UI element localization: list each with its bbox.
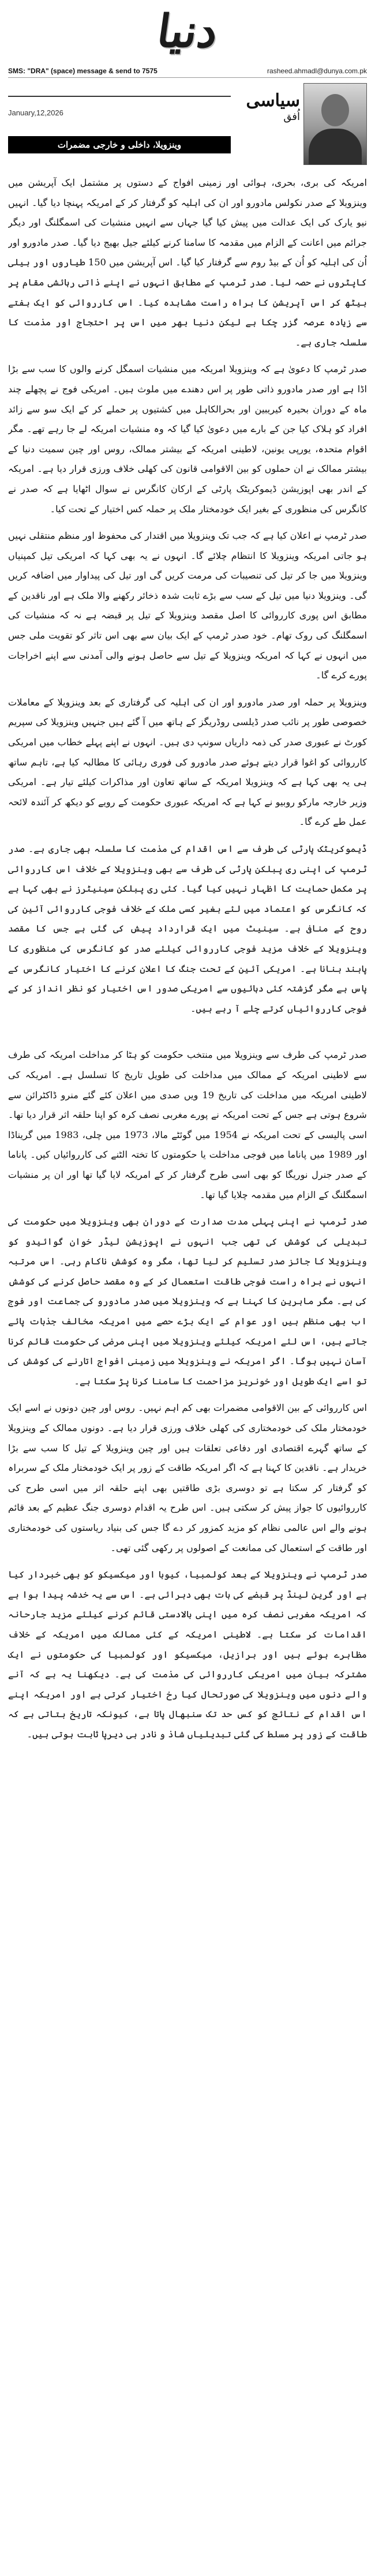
article-paragraph: صدر ٹرمپ نے وینزویلا کے بعد کولمبیا، کیوبا اور میکسیکو کو بھی خبردار کیا ہے اور گرین لینڈ پر قبضے کی بات بھی دہرائی ہے۔ اس سے یہ خدشہ پیدا ہوا ہے کہ امریکہ مغربی نصف کرہ میں اپنی بالادستی قائم کرنے کیلئے مزید جارحانہ اقدامات کر سکتا ہے۔ لاطینی امریکہ کے کئی ممالک میں امریکہ کے خلاف مظاہرے ہوئے ہیں اور برازیل، میکسیکو اور کولمبیا کی حکومتوں نے ایک مشترکہ بیان میں امریکی کارروائی کی مذمت کی ہے۔ دیکھنا یہ ہے کہ آنے والے دنوں میں وینزویلا کی صورتحال کیا رخ اختیار کرتی ہے اور امریکہ اپنے اس اقدام کے نتائج کو کس حد تک سنبھال پاتا ہے، کیونکہ تاریخ بتاتی ہے کہ طاقت کے زور پر مسلط کی گئی تبدیلیاں شاذ و نادر ہی دیرپا ثابت ہوتی ہیں۔ <box>8 1569 367 1740</box>
masthead <box>0 0 375 63</box>
article-paragraph: صدر ٹرمپ کی طرف سے وینزویلا میں منتخب حکومت کو ہٹا کر مداخلت امریکہ کی طرف سے لاطینی امریکہ کے ممالک میں مداخلت کی طویل تاریخ کا تسلسل ہے۔ امریکہ کی لاطینی امریکہ میں مداخلت کی تاریخ 19 ویں صدی میں اعلان کئے گئے منرو ڈاکٹرائن سے شروع ہوتی ہے جس کے تحت امریکہ نے پورے مغربی نصف کرہ کو اپنا حلقہ اثر قرار دیا تھا۔ اسی پالیسی کے تحت امریکہ نے 1954 میں گوئٹے مالا، 1973 میں چلی، 1983 میں گریناڈا اور 1989 میں پاناما میں فوجی مداخلت یا حکومتوں کا تختہ الٹنے کی کارروائیاں کیں۔ پاناما کے صدر جنرل نوریگا کو بھی اسی طرح گرفتار کر کے امریکہ لایا گیا تھا اور ان پر منشیات اسمگلنگ کے الزام میں مقدمہ چلایا گیا تھا۔ <box>8 1049 367 1200</box>
author-email: rasheed.ahmadl@dunya.com.pk <box>267 67 367 75</box>
header-divider <box>8 96 231 97</box>
column-name-sub: اُفق <box>283 110 300 123</box>
top-info-bar <box>8 65 367 78</box>
column-name-main: سیاسی <box>246 91 300 111</box>
article-paragraph: وینزویلا پر حملہ اور صدر مادورو اور ان کی اہلیہ کی گرفتاری کے بعد وینزویلا کے معاملات خصوصی طور پر نائب صدر ڈیلسی روڈریگز کے ہاتھ میں آ گئے ہیں جنہیں وینزویلا کی سپریم کورٹ نے عبوری صدر کی ذمہ داریاں سونپ دی ہیں۔ انہوں نے اپنے پہلے خطاب میں امریکی کارروائی کو اغوا قرار دیتے ہوئے صدر مادورو کی فوری رہائی کا مطالبہ کیا ہے، تاہم ساتھ ہی یہ بھی کہا ہے کہ وینزویلا امریکہ کے ساتھ تعاون اور مذاکرات کیلئے تیار ہے۔ امریکی وزیر خارجہ مارکو روبیو نے کہا ہے کہ امریکہ عبوری حکومت کے رویے کو دیکھ کر آئندہ لائحہ عمل طے کرے گا۔ <box>8 696 367 828</box>
author-photo <box>303 83 367 165</box>
article-paragraph: امریکہ کی بری، بحری، ہوائی اور زمینی افواج کے دستوں پر مشتمل ایک آپریشن میں وینزویلا کے صدر نکولس مادورو اور ان کی اہلیہ کو گرفتار کر کے امریکہ پہنچا دیا گیا۔ انہیں نیو یارک کی ایک عدالت میں پیش کیا گیا جہاں سے انہیں منشیات کی اسمگلنگ اور دیگر جرائم میں اعانت کے الزام میں مقدمہ کا سامنا کرنے کیلئے جیل بھیج دیا گیا۔ صدر مادورو اور اُن کی اہلیہ کو اُن کے بیڈ روم سے گرفتار کیا گیا۔ اس آپریشن میں 150 طیاروں اور ہیلی کاپٹروں نے حصہ لیا۔ صدر ٹرمپ کے مطابق انہوں نے اپنے ذاتی رہائشی مقام پر بیٹھ کر اس آپریشن کا براہ راست مشاہدہ کیا۔ اس کارروائی کو ایک ہفتے سے زیادہ عرصہ گزر چکا ہے لیکن دنیا بھر میں اس پر احتجاج اور مذمت کا سلسلہ جاری ہے۔ <box>8 177 367 348</box>
author-photo-shoulders <box>309 129 362 165</box>
column-byline <box>8 81 367 167</box>
newspaper-logo: دنیا <box>153 5 222 58</box>
article-paragraph: صدر ٹرمپ نے اپنی پہلی مدت صدارت کے دوران بھی وینزویلا میں حکومت کی تبدیلی کی کوشش کی تھی جب انہوں نے اپوزیشن لیڈر خوان گوائیدو کو وینزویلا کا جائز صدر تسلیم کر لیا تھا، مگر وہ کوشش ناکام رہی۔ اس مرتبہ انہوں نے براہ راست فوجی طاقت استعمال کر کے وہ مقصد حاصل کرنے کی کوشش کی ہے۔ مگر ماہرین کا کہنا ہے کہ وینزویلا میں صدر مادورو کی جماعت اور فوج اب بھی منظم ہیں اور عوام کے ایک بڑے حصے میں امریکہ مخالف جذبات پائے جاتے ہیں، اس لئے امریکہ کیلئے وینزویلا میں اپنی مرضی کی حکومت قائم کرنا آسان نہیں ہوگا۔ اگر امریکہ نے وینزویلا میں زمینی افواج اتارنے کی کوشش کی تو اسے ایک طویل اور خونریز مزاحمت کا سامنا کرنا پڑ سکتا ہے۔ <box>8 1216 367 1387</box>
article-body <box>8 173 367 2561</box>
publication-date: January,12,2026 <box>8 108 63 117</box>
column-name <box>231 91 300 123</box>
paragraph-gap <box>8 1026 367 1045</box>
sms-instructions: SMS: "DRA" (space) message & send to 7575 <box>8 67 158 75</box>
author-photo-head <box>321 94 349 126</box>
article-paragraph: صدر ٹرمپ کا دعویٰ ہے کہ وینزویلا امریکہ میں منشیات اسمگل کرنے والوں کا سب سے بڑا اڈا ہے اور صدر مادورو ذاتی طور پر اس دھندے میں ملوث ہیں۔ امریکی فوج نے پچھلے چند ماہ کے دوران بحیرہ کیریبین اور بحرالکاہل میں کشتیوں پر حملے کر کے ایک سو سے زائد افراد کو ہلاک کیا جن کے بارے میں دعویٰ کیا گیا کہ وہ منشیات امریکہ لے جا رہے تھے۔ مگر اقوام متحدہ، یورپی یونین، لاطینی امریکہ کے بیشتر ممالک، روس اور چین سمیت دنیا کے بیشتر ممالک نے ان حملوں کو بین الاقوامی قانون کی کھلی خلاف ورزی قرار دیا ہے۔ امریکہ کے اندر بھی اپوزیشن ڈیموکریٹک پارٹی کے ارکان کانگرس نے سوال اٹھایا ہے کہ صدر نے کانگرس کی منظوری کے بغیر ایک خودمختار ملک پر حملہ کس اختیار کے تحت کیا۔ <box>8 363 367 515</box>
article-paragraph: صدر ٹرمپ نے اعلان کیا ہے کہ جب تک وینزویلا میں اقتدار کی محفوظ اور منظم منتقلی نہیں ہو جاتی امریکہ وینزویلا کا انتظام چلائے گا۔ انہوں نے یہ بھی کہا کہ امریکی تیل کمپنیاں وینزویلا میں جا کر تیل کی تنصیبات کی مرمت کریں گی اور تیل کی پیداوار میں اضافہ کریں گی۔ وینزویلا دنیا میں تیل کے سب سے بڑے ثابت شدہ ذخائر رکھنے والا ملک ہے اور ناقدین کے مطابق اس پوری کارروائی کا اصل مقصد وینزویلا کے تیل پر قبضہ ہے نہ کہ منشیات کی اسمگلنگ کی روک تھام۔ خود صدر ٹرمپ کے ایک بیان سے بھی اس تاثر کو تقویت ملی جس میں انہوں نے کہا کہ امریکہ وینزویلا کے تیل سے حاصل ہونے والی آمدنی سے اپنے اخراجات پورے کرے گا۔ <box>8 530 367 681</box>
article-headline: وینزویلا، داخلی و خارجی مضمرات <box>8 136 231 153</box>
article-paragraph: ڈیموکریٹک پارٹی کی طرف سے اس اقدام کی مذمت کا سلسلہ بھی جاری ہے۔ صدر ٹرمپ کی اپنی ری پبلکن پارٹی کی طرف سے بھی وینزویلا کے خلاف اس کارروائی پر مکمل حمایت کا اظہار نہیں کیا گیا۔ کئی ری پبلکن سینیٹرز نے بھی کہا ہے کہ کانگرس کو اعتماد میں لئے بغیر کسی ملک کے خلاف فوجی کارروائی آئین کی روح کے منافی ہے۔ سینیٹ میں ایک قرارداد پیش کی گئی ہے جس کا مقصد وینزویلا کے خلاف مزید فوجی کارروائی کیلئے صدر کو کانگرس کی منظوری کا پابند بنانا ہے۔ امریکی آئین کے تحت جنگ کا اعلان کرنے کا اختیار کانگرس کے پاس ہے مگر گزشتہ کئی دہائیوں سے امریکی صدور اس اختیار کو نظر انداز کر کے فوجی کارروائیاں کرتے چلے آ رہے ہیں۔ <box>8 843 367 1014</box>
article-paragraph: اس کارروائی کے بین الاقوامی مضمرات بھی کم اہم نہیں۔ روس اور چین دونوں نے اسے ایک خودمختار ملک کی خودمختاری کی کھلی خلاف ورزی قرار دیا ہے۔ دونوں ممالک کے وینزویلا کے ساتھ گہرے اقتصادی اور دفاعی تعلقات ہیں اور چین وینزویلا کے تیل کا سب سے بڑا خریدار ہے۔ ناقدین کا کہنا ہے کہ اگر امریکہ طاقت کے زور پر ایک خودمختار ملک کے سربراہ کو گرفتار کر سکتا ہے تو دوسری بڑی طاقتیں بھی اپنے حلقہ اثر میں اسی طرح کی کارروائیوں کا جواز پیش کر سکتی ہیں۔ اس طرح یہ اقدام دوسری جنگ عظیم کے بعد قائم ہونے والے اس عالمی نظام کو مزید کمزور کر دے گا جس کی بنیاد ریاستوں کی خودمختاری اور طاقت کے استعمال کی ممانعت کے اصولوں پر رکھی گئی تھی۔ <box>8 1402 367 1553</box>
